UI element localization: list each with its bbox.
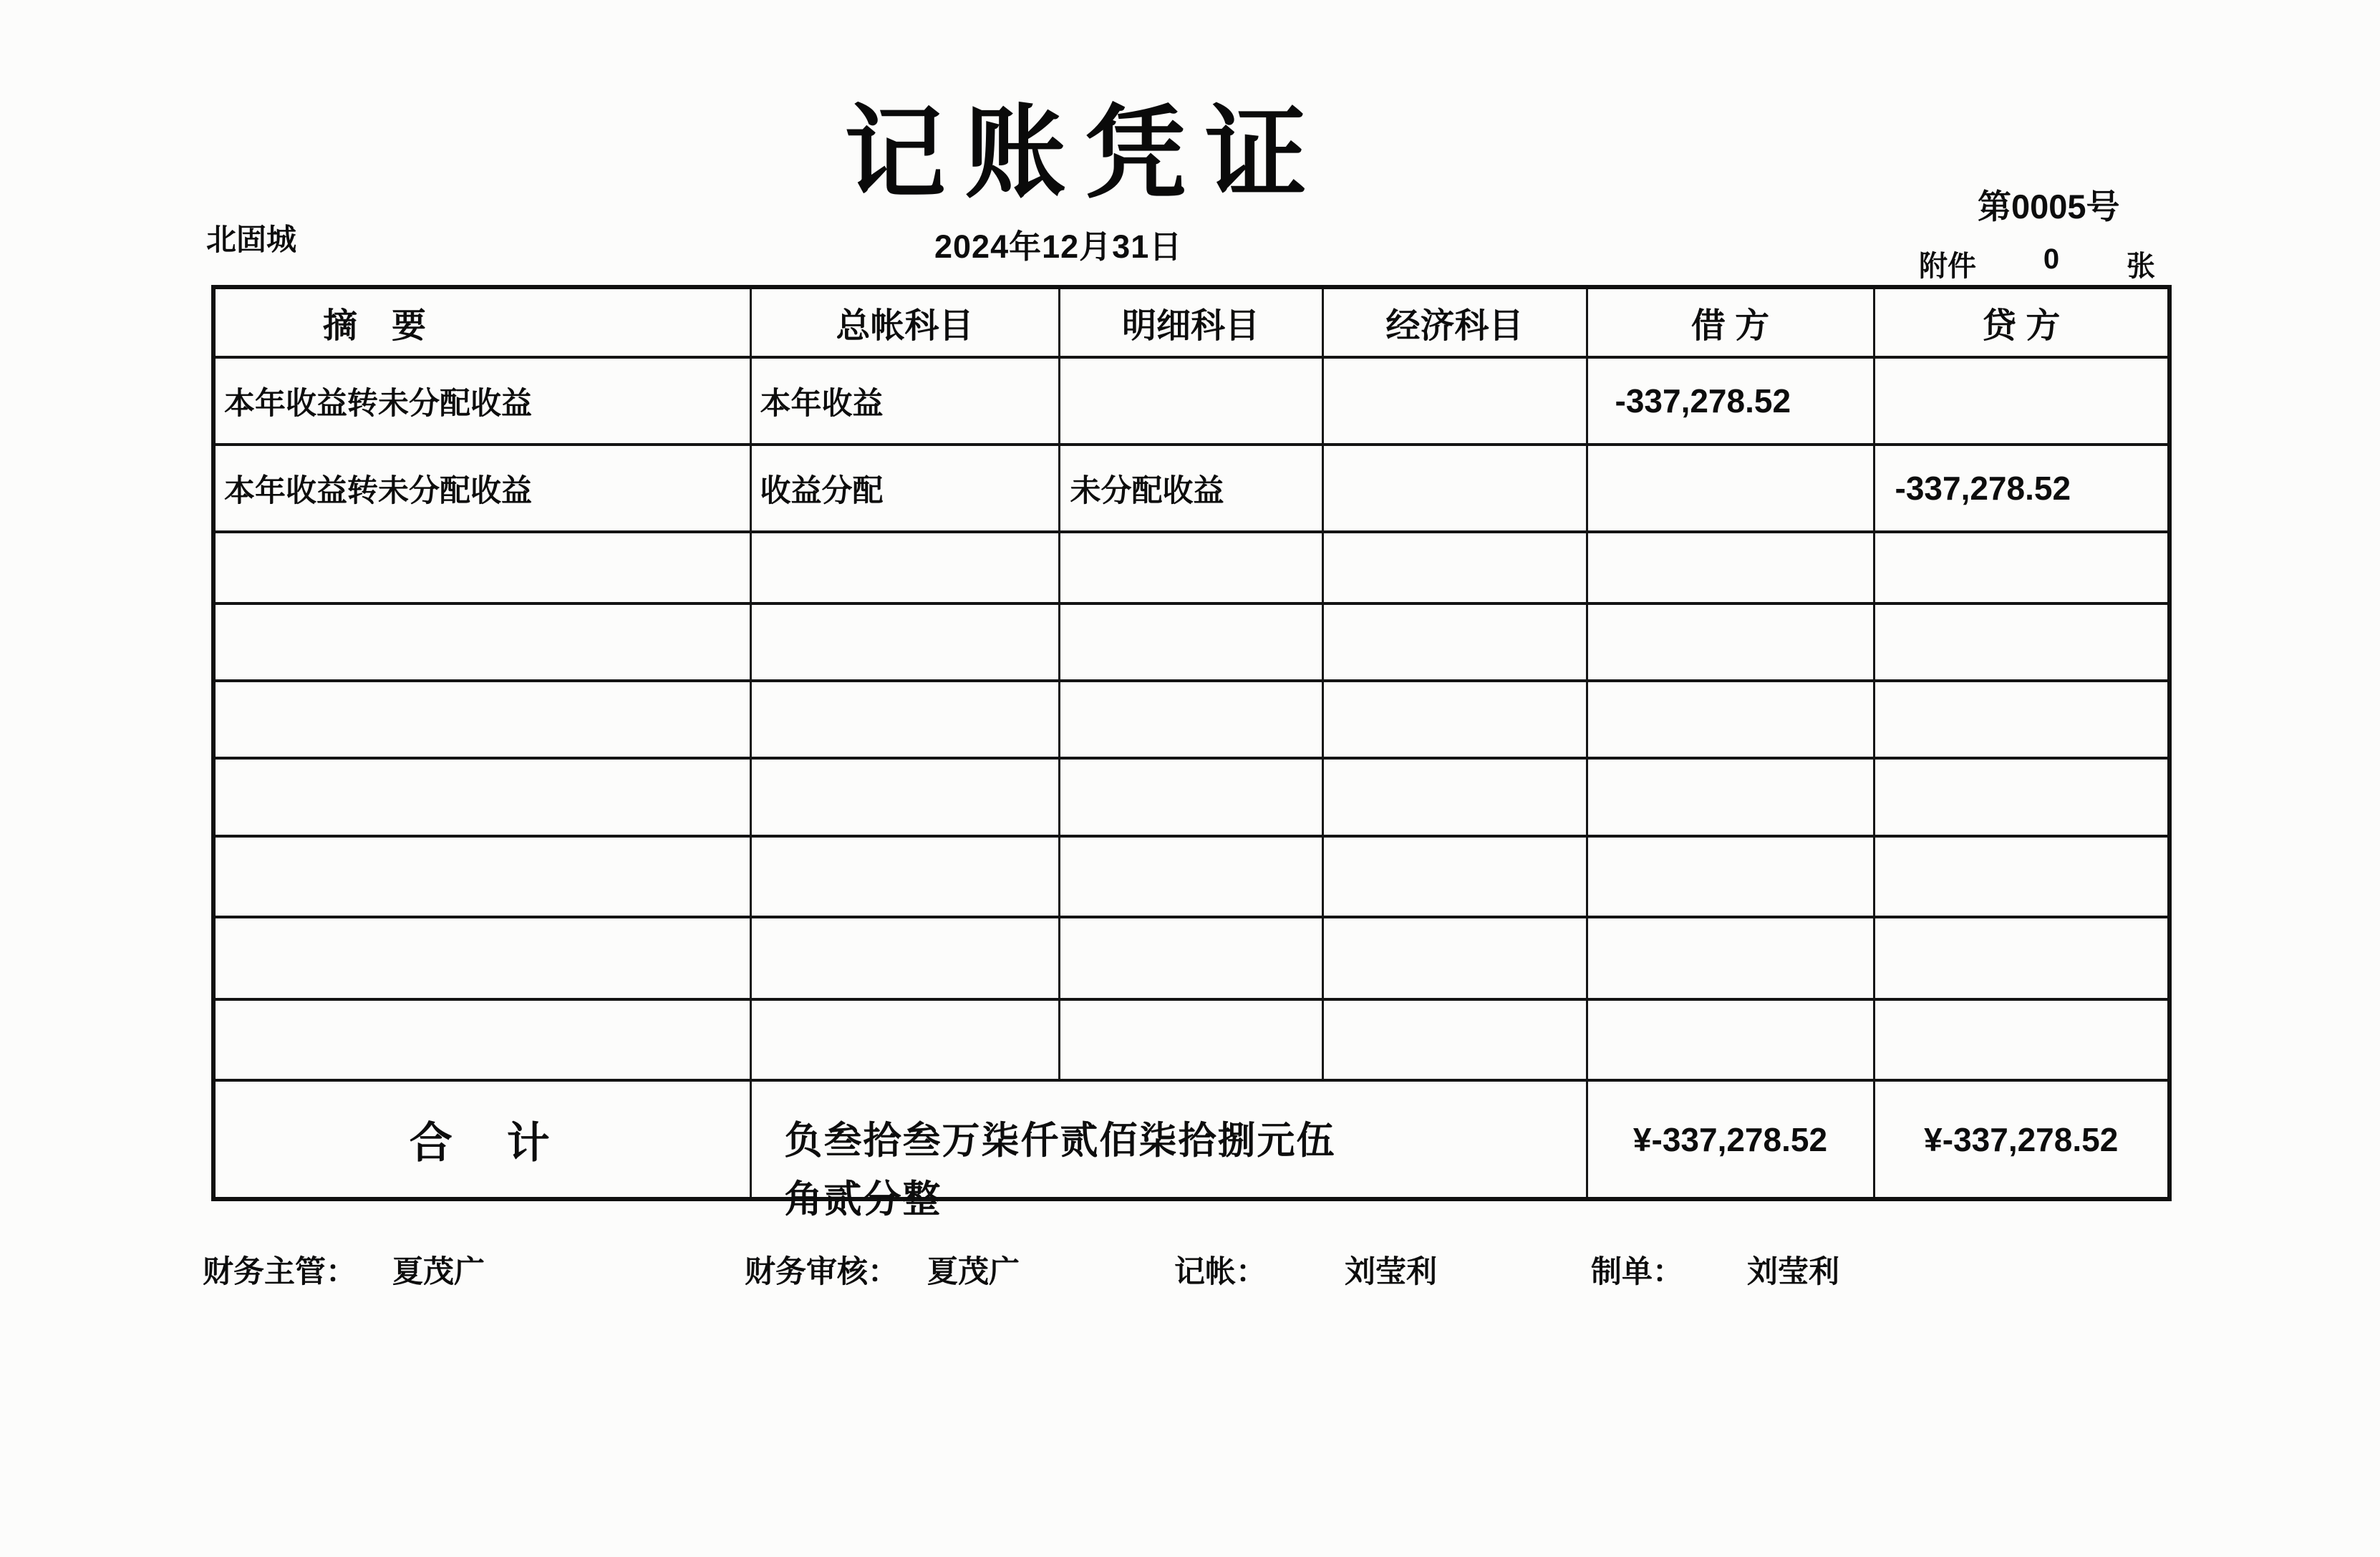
attachment-line (1919, 243, 2155, 284)
cell-debit (1587, 999, 1874, 1080)
cell-summary (213, 836, 750, 917)
cell-credit (1874, 999, 2169, 1080)
cell-summary (213, 603, 750, 681)
voucher-table-body (213, 357, 2169, 1080)
cell-summary (213, 758, 750, 836)
cell-economic (1322, 681, 1587, 758)
cell-summary (213, 532, 750, 603)
total-label: 合 计 (213, 1080, 750, 1199)
cell-debit (1587, 532, 1874, 603)
column-header-detail-account: 明细科目 (1059, 287, 1322, 357)
cell-general-ledger (750, 999, 1059, 1080)
cell-debit (1587, 917, 1874, 999)
table-row (213, 999, 2169, 1080)
finance-supervisor-name: 夏茂广 (392, 1255, 485, 1289)
cell-debit (1587, 681, 1874, 758)
voucher-table (211, 285, 2172, 1221)
column-header-debit: 借 方 (1587, 287, 1874, 357)
attachment-label: 附件 (1919, 251, 1976, 282)
cell-debit (1587, 836, 1874, 917)
cell-credit (1874, 917, 2169, 999)
cell-economic (1322, 532, 1587, 603)
cell-credit (1874, 532, 2169, 603)
table-row (213, 603, 2169, 681)
cell-detail (1059, 357, 1322, 445)
cell-general-ledger (750, 532, 1059, 603)
cell-debit (1587, 758, 1874, 836)
voucher-table-footer (213, 1080, 2169, 1221)
cell-summary (213, 681, 750, 758)
table-row (213, 681, 2169, 758)
cell-credit (1874, 836, 2169, 917)
table-row (213, 445, 2169, 532)
table-row (213, 917, 2169, 999)
page-title: 记账凭证 (844, 97, 1325, 210)
voucher-number: 第0005号 (1978, 188, 2120, 225)
table-row (213, 836, 2169, 917)
cell-credit (1874, 357, 2169, 445)
attachment-unit: 张 (2127, 251, 2155, 282)
bookkeeper-label: 记帐： (1174, 1255, 1267, 1289)
voucher-table-header (213, 287, 2169, 357)
cell-general-ledger (750, 917, 1059, 999)
cell-debit (1587, 445, 1874, 532)
cell-credit: -337,278.52 (1874, 445, 2169, 532)
cell-general-ledger: 收益分配 (750, 445, 1059, 532)
cell-general-ledger (750, 603, 1059, 681)
cell-general-ledger (750, 836, 1059, 917)
table-row (213, 532, 2169, 603)
cell-economic (1322, 603, 1587, 681)
column-header-economic-account: 经济科目 (1322, 287, 1587, 357)
cell-economic (1322, 836, 1587, 917)
cell-summary: 本年收益转未分配收益 (213, 357, 750, 445)
cell-detail (1059, 681, 1322, 758)
cell-credit (1874, 681, 2169, 758)
cell-economic (1322, 445, 1587, 532)
table-row (213, 758, 2169, 836)
cell-detail (1059, 917, 1322, 999)
voucher-preparer-name: 刘莹利 (1747, 1255, 1839, 1289)
cell-debit: -337,278.52 (1587, 357, 1874, 445)
cell-detail (1059, 999, 1322, 1080)
column-header-general-ledger: 总帐科目 (750, 287, 1059, 357)
voucher-date: 2024年12月31日 (934, 228, 1183, 265)
cell-summary (213, 917, 750, 999)
total-amount-in-words: 负叁拾叁万柒仟贰佰柒拾捌元伍角贰分整 (784, 1120, 1336, 1221)
column-header-summary: 摘 要 (213, 287, 750, 357)
cell-economic (1322, 758, 1587, 836)
cell-summary: 本年收益转未分配收益 (213, 445, 750, 532)
total-row (213, 1080, 2169, 1199)
cell-summary (213, 999, 750, 1080)
cell-credit (1874, 603, 2169, 681)
cell-detail (1059, 836, 1322, 917)
total-debit: ¥-337,278.52 (1587, 1080, 1874, 1199)
attachment-count: 0 (2043, 243, 2060, 275)
cell-economic (1322, 357, 1587, 445)
bookkeeper-name: 刘莹利 (1345, 1255, 1437, 1289)
finance-reviewer-name: 夏茂广 (927, 1255, 1020, 1289)
cell-detail (1059, 758, 1322, 836)
cell-economic (1322, 999, 1587, 1080)
column-header-credit: 贷 方 (1874, 287, 2169, 357)
cell-economic (1322, 917, 1587, 999)
cell-detail (1059, 532, 1322, 603)
cell-general-ledger (750, 681, 1059, 758)
cell-debit (1587, 603, 1874, 681)
cell-detail: 未分配收益 (1059, 445, 1322, 532)
cell-general-ledger: 本年收益 (750, 357, 1059, 445)
cell-general-ledger (750, 758, 1059, 836)
finance-reviewer-label: 财务审核： (745, 1255, 899, 1289)
total-amount-in-words-cell (750, 1080, 1587, 1221)
unit-name: 北固城 (206, 223, 297, 256)
cell-credit (1874, 758, 2169, 836)
cell-detail (1059, 603, 1322, 681)
total-credit: ¥-337,278.52 (1874, 1080, 2169, 1199)
table-row (213, 357, 2169, 445)
voucher-preparer-label: 制单： (1591, 1255, 1683, 1289)
header-row (213, 287, 2169, 357)
finance-supervisor-label: 财务主管： (203, 1255, 357, 1289)
